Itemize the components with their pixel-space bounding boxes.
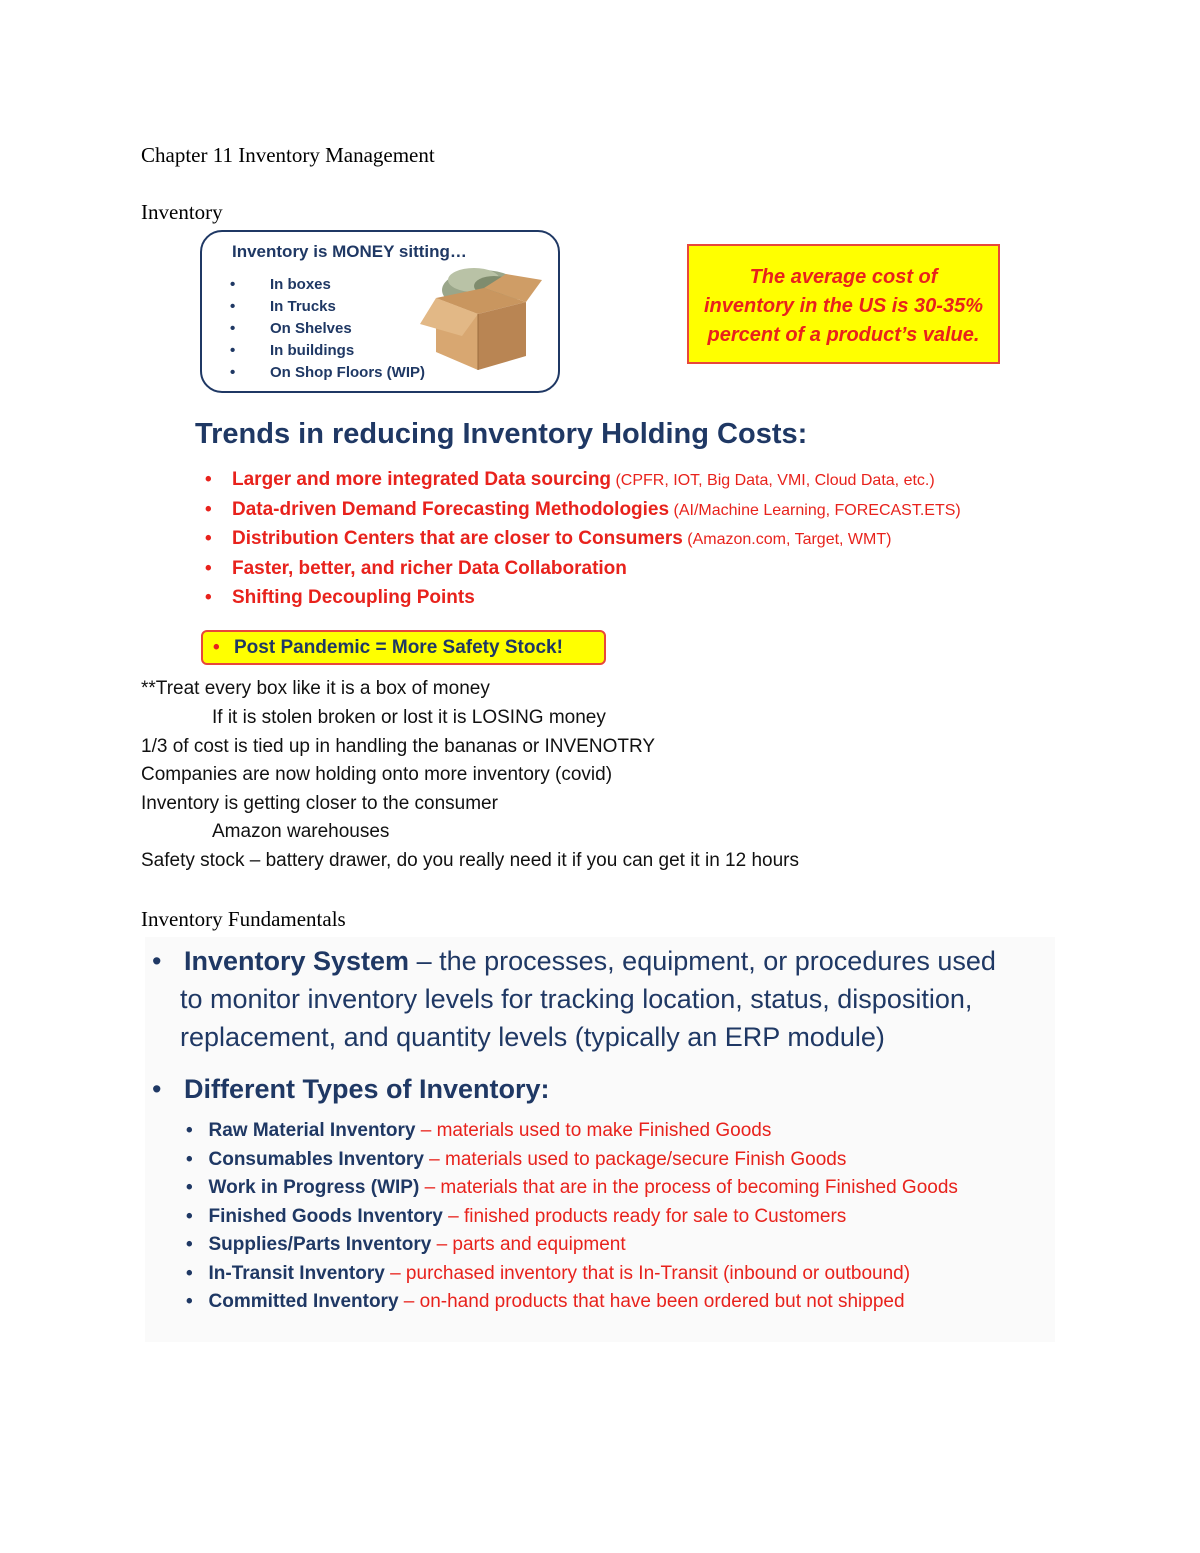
inventory-type-item: • Committed Inventory – on-hand products that have been ordered but not shipped [186,1291,905,1312]
list-item: • In buildings [230,342,355,359]
inventory-type-item: • Finished Goods Inventory – finished products ready for sale to Customers [186,1206,847,1227]
list-item: • Faster, better, and richer Data Collaboration [205,557,627,579]
inventory-type-item: • Work in Progress (WIP) – materials that are in the process of becoming Finished Goods [186,1177,958,1198]
list-item: • On Shelves [230,320,352,337]
note-line: Companies are now holding onto more inventory (covid) [141,764,613,785]
note-line: Safety stock – battery drawer, do you really need it if you can get it in 12 hours [141,850,799,871]
types-title: • Different Types of Inventory: [152,1074,550,1104]
post-pandemic-highlight: • Post Pandemic = More Safety Stock! [201,630,606,665]
list-item: • Shifting Decoupling Points [205,587,475,608]
inventory-type-item: • Raw Material Inventory – materials used to make Finished Goods [186,1120,772,1141]
inventory-system-line: replacement, and quantity levels (typically an ERP module) [180,1022,885,1052]
chapter-title: Chapter 11 Inventory Management [141,143,435,167]
trends-title: Trends in reducing Inventory Holding Costs: [195,418,808,450]
note-line: Inventory is getting closer to the consumer [141,793,498,814]
money-card-title: Inventory is MONEY sitting… [232,242,467,261]
trends-list [205,465,961,613]
money-sitting-card [200,230,560,393]
note-line: **Treat every box like it is a box of money [141,678,490,699]
section-heading-fundamentals: Inventory Fundamentals [141,907,346,931]
inventory-system-line: to monitor inventory levels for tracking location, status, disposition, [180,984,973,1014]
note-line: If it is stolen broken or lost it is LOSING money [212,707,606,728]
list-item: • On Shop Floors (WIP) [230,364,425,381]
inventory-type-item: • Consumables Inventory – materials used to package/secure Finish Goods [186,1149,847,1170]
callout-line: The average cost of [749,266,938,288]
inventory-system-line: • Inventory System – the processes, equipment, or procedures used [152,946,996,976]
callout-line: percent of a product’s value. [707,324,980,346]
money-card-list [230,274,425,384]
box-of-money-icon [414,250,546,374]
note-line: 1/3 of cost is tied up in handling the bananas or INVENOTRY [141,736,656,757]
note-line: Amazon warehouses [212,821,390,842]
section-heading-inventory: Inventory [141,200,223,224]
inventory-type-item: • Supplies/Parts Inventory – parts and equipment [186,1234,626,1255]
list-item: • In Trucks [230,298,336,315]
average-cost-callout [687,244,1000,364]
list-item: • In boxes [230,276,331,293]
list-item: • Distribution Centers that are closer to Consumers (Amazon.com, Target, WMT) [205,528,892,549]
inventory-type-item: • In-Transit Inventory – purchased inventory that is In-Transit (inbound or outbound) [186,1263,911,1284]
callout-line: inventory in the US is 30-35% [704,295,983,317]
list-item: • Data-driven Demand Forecasting Methodologies (AI/Machine Learning, FORECAST.ETS) [205,498,961,520]
list-item: • Larger and more integrated Data sourcing (CPFR, IOT, Big Data, VMI, Cloud Data, etc.) [205,469,935,490]
